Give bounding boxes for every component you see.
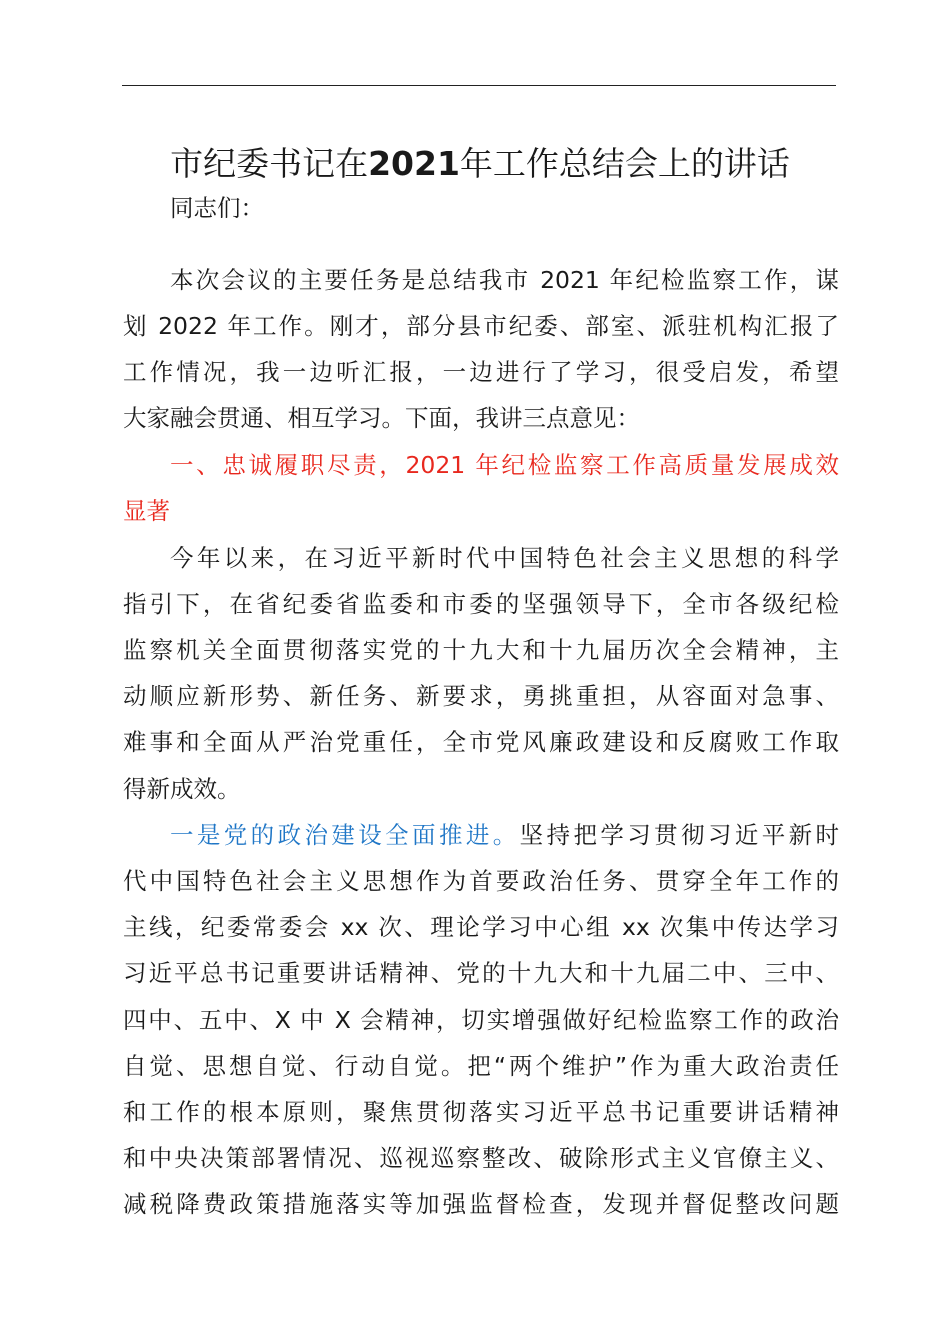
p1-line-4: 大家融会贯通、相互学习。下面，我讲三点意见：: [123, 404, 640, 432]
p3-line-9: 减税降费政策措施落实等加强监督检查，发现并督促整改问题: [123, 1190, 839, 1218]
p2-line-2: 指引下，在省纪委省监委和市委的坚强领导下，全市各级纪检: [123, 590, 839, 618]
p3-line-8: 和中央决策部署情况、巡视巡察整改、破除形式主义官僚主义、: [123, 1144, 839, 1172]
p2-line-1: 今年以来，在习近平新时代中国特色社会主义思想的科学: [170, 544, 839, 572]
p3-line-4: 习近平总书记重要讲话精神、党的十九大和十九届二中、三中、: [123, 959, 839, 987]
heading-1-line-1: 一、忠诚履职尽责，2021 年纪检监察工作高质量发展成效: [170, 451, 839, 479]
heading-1-line-2: 显著: [123, 497, 170, 525]
p3-lead-heading: 一是党的政治建设全面推进。: [170, 821, 520, 849]
title-year: 2021: [368, 144, 460, 183]
p2-line-5: 难事和全面从严治党重任，全市党风廉政建设和反腐败工作取: [123, 728, 839, 756]
header-rule: [122, 85, 836, 86]
p3-first-rest: 坚持把学习贯彻习近平新时: [519, 821, 840, 849]
salutation: 同志们：: [170, 194, 264, 222]
p3-line-6: 自觉、思想自觉、行动自觉。把“两个维护”作为重大政治责任: [123, 1052, 839, 1080]
title-post: 年工作总结会上的讲话: [459, 144, 790, 183]
p3-line-5: 四中、五中、X 中 X 会精神，切实增强做好纪检监察工作的政治: [123, 1006, 839, 1034]
p1-line-2: 划 2022 年工作。刚才，部分县市纪委、部室、派驻机构汇报了: [123, 312, 839, 340]
p2-line-4: 动顺应新形势、新任务、新要求，勇挑重担，从容面对急事、: [123, 682, 839, 710]
p2-line-6: 得新成效。: [123, 775, 241, 803]
p3-line-7: 和工作的根本原则，聚焦贯彻落实习近平总书记重要讲话精神: [123, 1098, 839, 1126]
p3-line-2: 代中国特色社会主义思想作为首要政治任务、贯穿全年工作的: [123, 867, 839, 895]
p3-line-3: 主线，纪委常委会 xx 次、理论学习中心组 xx 次集中传达学习: [123, 913, 839, 941]
p3-line-1: [170, 817, 839, 853]
p1-line-3: 工作情况，我一边听汇报，一边进行了学习，很受启发，希望: [123, 358, 839, 386]
p2-line-3: 监察机关全面贯彻落实党的十九大和十九届历次全会精神，主: [123, 636, 839, 664]
document-title: [100, 140, 860, 188]
p1-line-1: 本次会议的主要任务是总结我市 2021 年纪检监察工作，谋: [170, 266, 839, 294]
title-pre: 市纪委书记在: [170, 144, 369, 183]
